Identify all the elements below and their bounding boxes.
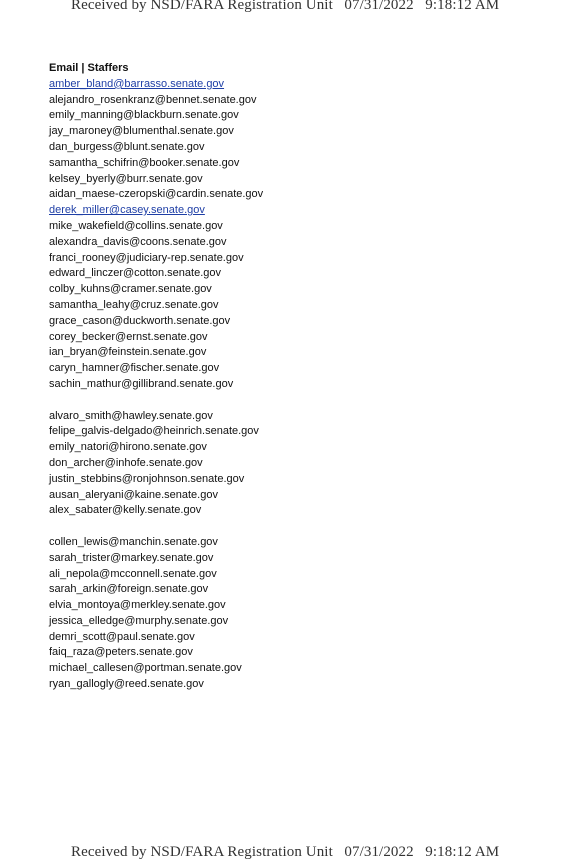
email-address: samantha_schifrin@booker.senate.gov xyxy=(49,156,240,169)
email-link[interactable]: amber_bland@barrasso.senate.gov xyxy=(49,77,225,90)
registration-stamp-bottom: Received by NSD/FARA Registration Unit 07/31/2022 9:18:12 AM xyxy=(71,844,500,860)
email-address: justin_stebbins@ronjohnson.senate.gov xyxy=(49,472,245,485)
email-address: don_archer@inhofe.senate.gov xyxy=(49,456,203,469)
email-address: collen_lewis@manchin.senate.gov xyxy=(49,535,218,548)
email-address: alex_sabater@kelly.senate.gov xyxy=(49,504,202,517)
email-address: corey_becker@ernst.senate.gov xyxy=(49,330,208,343)
email-address: ausan_aleryani@kaine.senate.gov xyxy=(49,488,218,501)
email-address: edward_linczer@cotton.senate.gov xyxy=(49,267,221,280)
email-address: emily_manning@blackburn.senate.gov xyxy=(49,109,239,122)
email-address: dan_burgess@blunt.senate.gov xyxy=(49,140,205,153)
email-address: alvaro_smith@hawley.senate.gov xyxy=(49,409,213,422)
email-list xyxy=(49,77,263,693)
email-group xyxy=(49,409,263,520)
email-address: michael_callesen@portman.senate.gov xyxy=(49,662,242,675)
email-address: sarah_arkin@foreign.senate.gov xyxy=(49,583,209,596)
email-link[interactable]: derek_miller@casey.senate.gov xyxy=(49,204,205,217)
email-group xyxy=(49,535,263,693)
email-address: jay_maroney@blumenthal.senate.gov xyxy=(49,125,234,138)
email-address: caryn_hamner@fischer.senate.gov xyxy=(49,362,220,375)
email-address: jessica_elledge@murphy.senate.gov xyxy=(49,614,229,627)
email-address: sachin_mathur@gillibrand.senate.gov xyxy=(49,377,234,390)
email-address: ian_bryan@feinstein.senate.gov xyxy=(49,346,207,359)
email-address: colby_kuhns@cramer.senate.gov xyxy=(49,283,212,296)
email-address: alejandro_rosenkranz@bennet.senate.gov xyxy=(49,93,257,106)
email-address: grace_cason@duckworth.senate.gov xyxy=(49,314,231,327)
document-body xyxy=(49,61,263,693)
email-address: kelsey_byerly@burr.senate.gov xyxy=(49,172,203,185)
email-address: franci_rooney@judiciary-rep.senate.gov xyxy=(49,251,244,264)
registration-stamp-top: Received by NSD/FARA Registration Unit 07/31/2022 9:18:12 AM xyxy=(71,0,500,13)
email-address: alexandra_davis@coons.senate.gov xyxy=(49,235,227,248)
email-address: elvia_montoya@merkley.senate.gov xyxy=(49,599,226,612)
email-address: aidan_maese-czeropski@cardin.senate.gov xyxy=(49,188,264,201)
email-group xyxy=(49,77,263,393)
list-heading: Email | Staffers xyxy=(49,62,129,74)
email-address: emily_natori@hirono.senate.gov xyxy=(49,441,207,454)
email-address: mike_wakefield@collins.senate.gov xyxy=(49,219,223,232)
email-address: sarah_trister@markey.senate.gov xyxy=(49,551,214,564)
email-address: faiq_raza@peters.senate.gov xyxy=(49,646,193,659)
email-address: ali_nepola@mcconnell.senate.gov xyxy=(49,567,217,580)
email-address: ryan_gallogly@reed.senate.gov xyxy=(49,678,204,691)
email-address: samantha_leahy@cruz.senate.gov xyxy=(49,298,219,311)
email-address: felipe_galvis-delgado@heinrich.senate.gov xyxy=(49,425,259,438)
email-address: demri_scott@paul.senate.gov xyxy=(49,630,195,643)
